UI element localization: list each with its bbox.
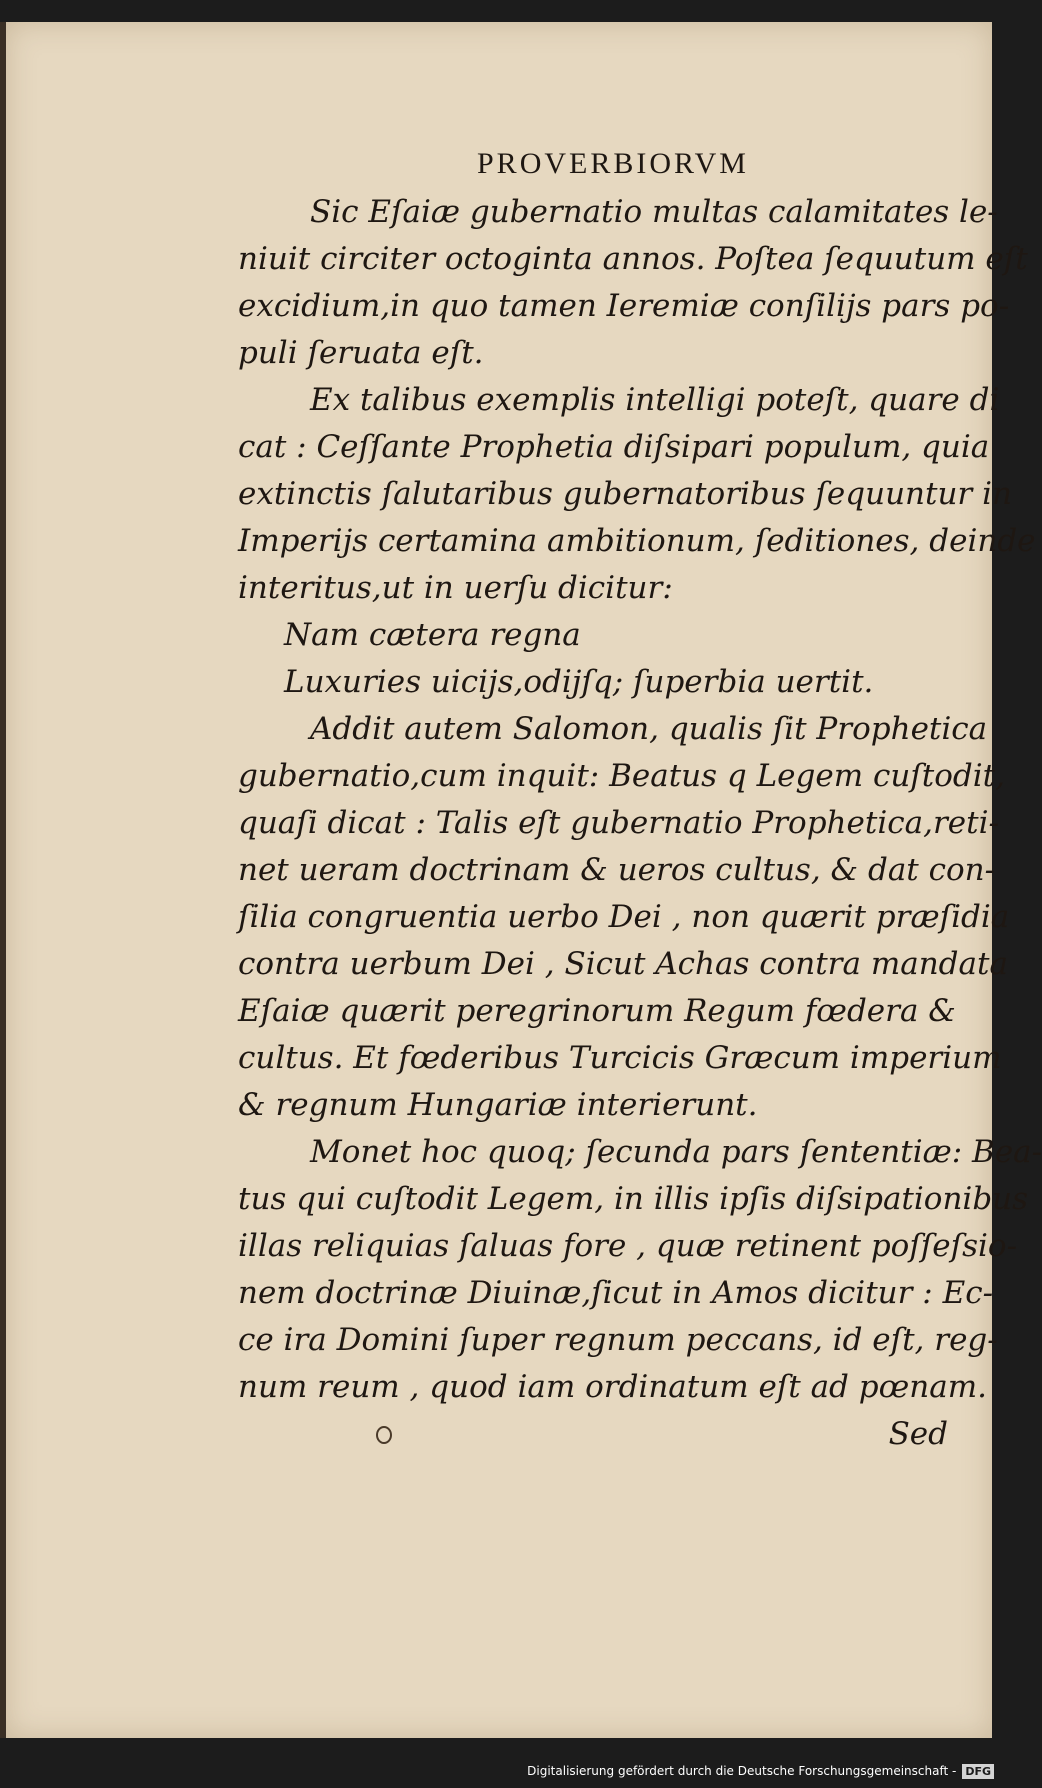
text-line: Monet hoc quoq; ſecunda pars ſententiæ: Bea- — [310, 1134, 1042, 1170]
text-line: net ueram doctrinam & ueros cultus, & dat con- — [238, 852, 996, 888]
verse-line: Nam cætera regna — [284, 617, 581, 653]
text-line: num reum , quod iam ordinatum eſt ad pœnam. — [238, 1369, 987, 1405]
text-line: cultus. Et fœderibus Turcicis Græcum imperium — [238, 1040, 1002, 1076]
text-line: contra uerbum Dei , Sicut Achas contra mandata — [238, 946, 1008, 982]
text-line: interitus,ut in uerſu dicitur: — [238, 570, 673, 606]
text-line: Sic Eſaiæ gubernatio multas calamitates le- — [310, 194, 998, 230]
funding-credit: Digitalisierung gefördert durch die Deutsche Forschungsgemeinschaft - — [527, 1764, 957, 1778]
catchword-row — [238, 1411, 948, 1458]
text-line: puli ſeruata eſt. — [238, 335, 484, 371]
text-line: niuit circiter octoginta annos. Poſtea ſequutum eſt — [238, 241, 1028, 277]
dfg-logo-icon: DFG — [962, 1764, 994, 1779]
text-line: excidium,in quo tamen Ieremiæ conſilijs pars po- — [238, 288, 1010, 324]
verse-line: Luxuries uicijs,odijſq; ſuperbia uertit. — [284, 664, 874, 700]
text-line: Eſaiæ quærit peregrinorum Regum fœdera & — [238, 993, 956, 1029]
text-line: Ex talibus exemplis intelligi poteſt, quare di — [310, 382, 1000, 418]
text-line: nem doctrinæ Diuinæ,ſicut in Amos dicitur : Ec- — [238, 1275, 994, 1311]
text-line: cat : Ceſſante Prophetia diſsipari populum, quia — [238, 429, 990, 465]
text-line: quaſi dicat : Talis eſt gubernatio Prophetica,reti- — [238, 805, 999, 841]
text-line: Addit autem Salomon, qualis ſit Prophetica — [310, 711, 988, 747]
running-head: PROVERBIORVM — [477, 147, 749, 180]
text-line: extinctis ſalutaribus gubernatoribus ſequuntur in — [238, 476, 1012, 512]
catchword: Sed — [888, 1416, 948, 1452]
text-line: illas reliquias ſaluas fore , quæ retinent poſſeſsio- — [238, 1228, 1018, 1264]
page-text-block — [238, 140, 1042, 1458]
text-line: tus qui cuſtodit Legem, in illis ipſis diſsipationibus — [238, 1181, 1029, 1217]
text-line: & regnum Hungariæ interierunt. — [238, 1087, 758, 1123]
text-line: gubernatio,cum inquit: Beatus q Legem cuſtodit, — [238, 758, 1005, 794]
scanned-page — [0, 22, 1042, 1738]
printer-ornament-icon — [376, 1426, 392, 1444]
text-line: Imperijs certamina ambitionum, ſeditiones, deinde — [238, 523, 1036, 559]
text-line: ce ira Domini ſuper regnum peccans, id eſt, reg- — [238, 1322, 998, 1358]
digitization-footer — [0, 1754, 1000, 1788]
text-line: ſilia congruentia uerbo Dei , non quærit præſidia — [238, 899, 1010, 935]
